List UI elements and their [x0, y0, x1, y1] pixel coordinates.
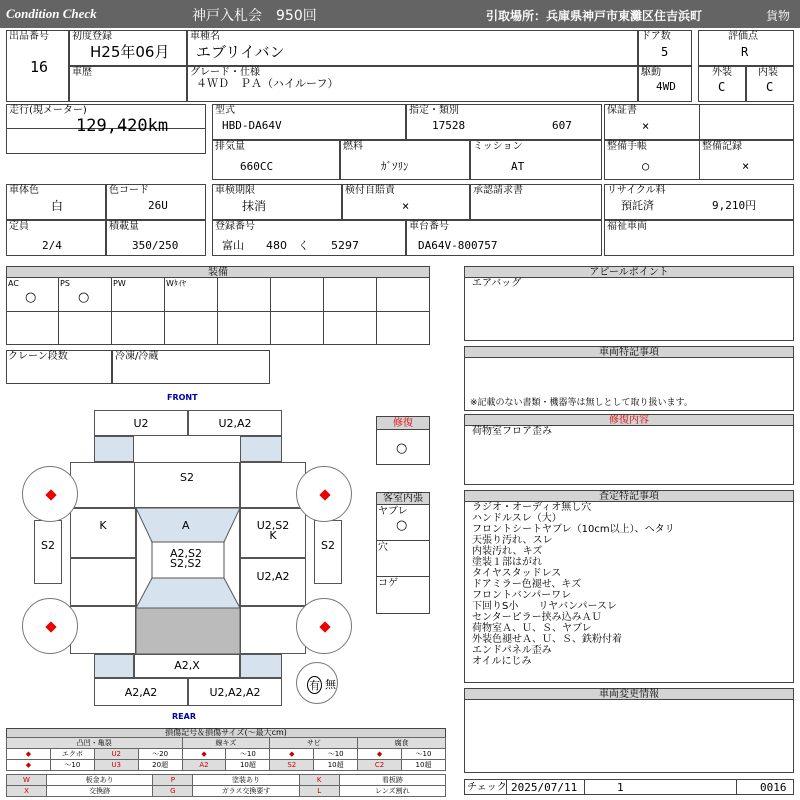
legend-mark: ◆ — [7, 760, 51, 771]
windshield-code: A — [182, 519, 190, 532]
doors-label: ドア数 — [641, 31, 671, 42]
spare-no: 無 — [325, 678, 336, 691]
panel-front-right[interactable]: U2,A2 — [188, 410, 282, 436]
car-name-value: エブリイバン — [196, 43, 285, 61]
repair-detail-header: 修復内容 — [464, 414, 794, 426]
legend-code-key: L — [299, 786, 339, 797]
plate-label: 登録番号 — [215, 221, 255, 232]
exterior-value: C — [718, 80, 726, 94]
right-rear-door[interactable]: U2,A2 — [240, 558, 306, 606]
legend-code-key: K — [299, 775, 339, 786]
legend-code-key: X — [7, 786, 47, 797]
wheel-rear-left[interactable] — [22, 598, 78, 654]
legend-header: 損傷記号＆損傷サイズ(～最大cm) — [6, 728, 446, 738]
mission-value: AT — [511, 160, 525, 173]
legend-code-val: ガラス交換要す — [193, 786, 299, 797]
panel-rear-right[interactable]: U2,A2,A2 — [188, 678, 282, 706]
crane-label: クレーン段数 — [8, 351, 68, 362]
legend-group-corrosion: 腐食 — [358, 738, 446, 749]
changes-header: 車両変更情報 — [464, 688, 794, 700]
color-code-value: 26U — [148, 199, 168, 212]
recycle-value2: 9,210円 — [712, 199, 757, 212]
maint-record-value: × — [742, 159, 750, 173]
appeal-text: エアバッグ — [472, 278, 522, 289]
special-header: 車両特記事項 — [464, 346, 794, 358]
welfare-label: 福祉車両 — [607, 221, 647, 232]
legend-code-key: W — [7, 775, 47, 786]
legend-group-rust: サビ — [270, 738, 358, 749]
legend-group-scratch: 線キズ — [182, 738, 270, 749]
grade-label: グレード・仕様 — [190, 67, 260, 78]
legend-code: U2 — [94, 749, 138, 760]
mileage-value: 129,420km — [76, 116, 169, 136]
legend-mark: ◆ — [270, 749, 314, 760]
panel-rear-left-corner[interactable] — [94, 654, 134, 678]
left-rear-door[interactable] — [70, 558, 136, 606]
displacement-label: 排気量 — [215, 141, 245, 152]
panel-rear-left[interactable]: A2,A2 — [94, 678, 188, 706]
drive-label: 駆動 — [641, 67, 661, 78]
legend-text: 10超 — [226, 760, 270, 771]
tear-value: ○ — [396, 518, 408, 533]
check-num: 1 — [617, 781, 624, 794]
fuel-label: 燃料 — [343, 141, 363, 152]
warranty-value: × — [642, 119, 650, 133]
repair-header: 修復 — [376, 416, 430, 430]
repair-value: ○ — [396, 441, 408, 456]
load-label: 積載量 — [109, 221, 139, 232]
left-rear-quarter[interactable] — [70, 606, 136, 654]
color-code-label: 色コード — [109, 185, 149, 196]
equip-pw-label: PW — [113, 279, 126, 288]
inspection-note: 内装汚れ、キズ — [472, 546, 543, 557]
body-color-label: 車体色 — [9, 185, 39, 196]
legend-table — [6, 737, 446, 771]
fuel-value: ｶﾞｿﾘﾝ — [381, 160, 409, 173]
left-front-fender[interactable] — [70, 462, 136, 508]
legend-text: 10超 — [402, 760, 446, 771]
auction-title: 神戸入札会 950回 — [192, 8, 317, 24]
interior-check-header: 客室内張 — [376, 492, 430, 505]
rear-label: REAR — [172, 712, 196, 721]
doc-num: 0016 — [760, 781, 787, 794]
insurance-value: × — [402, 199, 410, 213]
hood-panel[interactable]: S2 — [134, 462, 240, 508]
left-side-panel[interactable]: S2 — [34, 520, 62, 584]
doors-value: 5 — [661, 45, 669, 59]
drive-value: 4WD — [656, 80, 676, 93]
equip-ps-label: PS — [60, 279, 70, 288]
legend-text: ～10 — [314, 749, 358, 760]
grade-value: ４ＷＤ ＰＡ（ハイルーフ） — [196, 77, 339, 90]
panel-front-right-corner[interactable] — [240, 436, 282, 462]
inspection-note: ラジオ・オーディオ無し穴 — [472, 502, 592, 513]
inspection-note: ハンドルスレ（大） — [472, 513, 562, 524]
eval-label: 評価点 — [728, 31, 758, 42]
header-bar — [0, 0, 800, 28]
warranty-label: 保証書 — [607, 105, 637, 116]
inspection-note: ドアミラー色褪せ、キズ — [472, 579, 582, 590]
equip-ac-mark: ○ — [25, 290, 37, 305]
first-reg-value: H25年06月 — [90, 43, 170, 61]
right-side-panel[interactable]: S2 — [314, 520, 342, 584]
inspection-label: 車検期限 — [215, 185, 255, 196]
inspection-note: 外装色褪せＡ、Ｕ、Ｓ、鉄粉付着 — [472, 634, 622, 645]
wheel-rear-right[interactable] — [296, 598, 352, 654]
wheel-front-left[interactable] — [22, 466, 78, 522]
check-label: チェック — [467, 782, 507, 793]
chassis-value: DA64V-800757 — [418, 239, 498, 252]
changes-box — [464, 699, 794, 773]
pickup-location: 引取場所：兵庫県神戸市東灘区住吉浜町 — [486, 9, 703, 23]
car-name-label: 車種名 — [190, 31, 220, 42]
legend-code-val: 交換跡 — [47, 786, 153, 797]
maint-record-label: 整備記録 — [702, 141, 742, 152]
capacity-label: 定員 — [9, 221, 29, 232]
legend-text: 10超 — [314, 760, 358, 771]
inspection-note: 下回りS小 リヤバンパースレ — [472, 601, 617, 612]
equipment-header: 装備 — [6, 266, 430, 278]
legend-code-key: G — [153, 786, 193, 797]
lot-label: 出品番号 — [9, 31, 49, 42]
equip-ac-label: AC — [8, 279, 19, 288]
legend-mark: ◆ — [7, 749, 51, 760]
legend-code-val: 塗装あり — [193, 775, 299, 786]
plate-value: 富山 480 く 5297 — [222, 239, 359, 252]
inspection-note: センターピラー挟み込みＡＵ — [472, 612, 602, 623]
appeal-header: アピールポイント — [464, 266, 794, 278]
legend-code-val: 板金あり — [47, 775, 153, 786]
repair-detail-text: 荷物室フロア歪み — [472, 426, 552, 437]
inspection-note: タイヤスタッドレス — [472, 568, 562, 579]
right-front-door[interactable]: U2,S2 K — [240, 508, 306, 558]
inspection-note: エンドパネル歪み — [472, 645, 552, 656]
load-value: 350/250 — [132, 239, 179, 252]
legend-code-val: レンズ割れ — [339, 786, 445, 797]
legend-mark: ◆ — [182, 749, 226, 760]
legend-text: ～10 — [226, 749, 270, 760]
mileage-label: 走行(現メーター) — [9, 105, 87, 116]
inspection-note: 荷物室Ａ、Ｕ、Ｓ、ヤブレ — [472, 623, 592, 634]
legend-codes-table — [6, 774, 446, 797]
equip-ps-mark: ○ — [78, 290, 90, 305]
legend-text: ～10 — [50, 760, 94, 771]
displacement-value: 660CC — [240, 160, 274, 173]
chassis-label: 車台番号 — [409, 221, 449, 232]
inspection-note: フロントバンパーワレ — [472, 590, 572, 601]
approval-label: 承認請求書 — [473, 185, 523, 196]
history-label: 車歴 — [72, 67, 92, 78]
legend-text: ～20 — [138, 749, 182, 760]
legend-code: S2 — [270, 760, 314, 771]
roof-code: A2,S2 S2,S2 — [170, 547, 203, 570]
model-label: 型式 — [215, 105, 235, 116]
maint-book-value: ○ — [642, 159, 650, 173]
maint-book-label: 整備手帳 — [607, 141, 647, 152]
spare-yes: 有 — [307, 676, 322, 694]
hole-label: 穴 — [378, 542, 388, 553]
insurance-label: 検付自賠責 — [345, 185, 395, 196]
legend-code-key: P — [153, 775, 193, 786]
interior-value: C — [766, 80, 774, 94]
designation-label: 指定・類別 — [409, 105, 459, 116]
inspection-value: 抹消 — [242, 199, 267, 213]
eval-value: R — [741, 45, 749, 59]
body-color-value: 白 — [51, 199, 64, 213]
legend-text: エクボ — [50, 749, 94, 760]
equip-wtire-label: Wﾀｲﾔ — [166, 279, 186, 288]
panel-front-left[interactable]: U2 — [94, 410, 188, 436]
inspection-note: 天張り汚れ、スレ — [472, 535, 553, 546]
model-value: HBD-DA64V — [222, 119, 282, 132]
legend-code: A2 — [182, 760, 226, 771]
legend-text: ～10 — [402, 749, 446, 760]
lot-value: 16 — [30, 58, 49, 76]
legend-text: 20超 — [138, 760, 182, 771]
designation-value1: 17528 — [432, 119, 466, 132]
legend-group-dent: 凸凹・亀裂 — [7, 738, 183, 749]
recycle-label: リサイクル料 — [607, 185, 666, 196]
wheel-front-right[interactable] — [296, 466, 352, 522]
legend-code: C2 — [358, 760, 402, 771]
inspection-note: オイルにじみ — [472, 656, 532, 667]
panel-front-left-corner[interactable] — [94, 436, 134, 462]
left-front-door[interactable]: K — [70, 508, 136, 558]
recycle-value1: 預託済 — [621, 199, 654, 212]
front-label: FRONT — [167, 393, 198, 402]
rear-panel[interactable]: A2,X — [134, 654, 240, 678]
capacity-value: 2/4 — [42, 239, 62, 252]
freezer-label: 冷凍/冷蔵 — [115, 351, 159, 362]
special-note: ※記載のない書類・機器等は無しとして取り扱います。 — [470, 398, 693, 408]
inspection-note: 塗装１部はがれ — [472, 557, 542, 568]
check-date: 2025/07/11 — [511, 781, 578, 794]
mission-label: ミッション — [473, 141, 523, 152]
interior-label: 内装 — [758, 67, 778, 78]
inspection-note: フロントシートヤブレ（10cm以上）、ヘタリ — [472, 524, 675, 535]
legend-mark: ◆ — [358, 749, 402, 760]
inspection-notes-header: 査定特記事項 — [464, 490, 794, 502]
brand-title: Condition Check — [6, 6, 97, 21]
designation-value2: 607 — [552, 119, 572, 132]
vehicle-category: 貨物 — [766, 9, 791, 23]
exterior-label: 外装 — [712, 67, 732, 78]
first-reg-label: 初度登録 — [72, 31, 112, 42]
legend-code-val: 看板跡 — [339, 775, 445, 786]
legend-code: U3 — [94, 760, 138, 771]
tear-label: ヤブレ — [378, 506, 408, 517]
panel-rear-right-corner[interactable] — [240, 654, 282, 678]
burn-label: コゲ — [378, 578, 398, 589]
